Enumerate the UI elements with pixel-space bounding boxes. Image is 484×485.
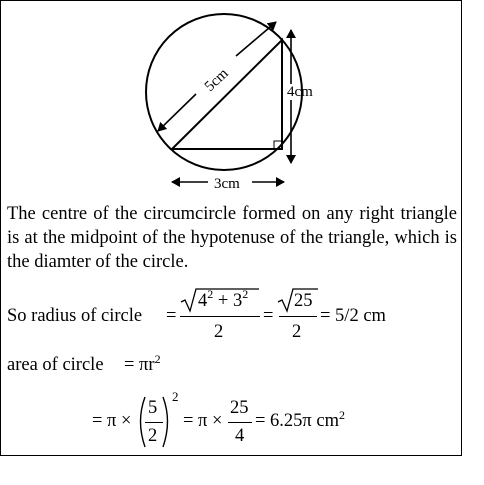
fraction-bar-2 <box>279 316 317 317</box>
area-step1-numerator: 5 <box>148 398 158 418</box>
area-label: area of circle <box>7 355 104 375</box>
area-step1-denominator: 2 <box>148 426 158 446</box>
circumcircle-figure <box>0 0 484 200</box>
radius-numerator-2: 25 <box>294 291 313 311</box>
fraction-bar-4 <box>228 422 252 423</box>
explanation-text: The centre of the circumcircle formed on any right triangle is at the midpoint of the hypotenuse of the triangle, which is the diamter of the circle. <box>7 204 457 272</box>
radius-denominator-2: 2 <box>292 322 302 342</box>
hypotenuse-label: 5cm <box>201 65 232 95</box>
area-formula: = $\pi r^2$ <box>124 352 161 375</box>
radius-denominator-1: 2 <box>214 322 224 342</box>
height-label: 4cm <box>287 84 313 100</box>
area-step1-exponent: 2 <box>172 389 179 404</box>
radius-result: = 5/2 cm <box>320 306 386 326</box>
area-step2-numerator: 25 <box>230 398 249 418</box>
area-step2-prefix: = π × <box>183 411 223 431</box>
circumcircle <box>146 14 302 170</box>
radius-eq-2: = <box>263 306 274 326</box>
area-result: = 6.25π $cm^2$ <box>255 408 345 431</box>
fraction-bar-1 <box>180 316 260 317</box>
radius-label: So radius of circle <box>7 306 143 326</box>
area-step2-denominator: 4 <box>235 426 245 446</box>
hypotenuse-arrow-lower <box>158 94 196 131</box>
fraction-bar-3 <box>145 422 163 423</box>
radius-numerator-1: $4^2 + 3^2$ <box>198 287 249 311</box>
area-step1-prefix: = π × <box>92 411 132 431</box>
radius-eq: = <box>166 306 177 326</box>
base-label: 3cm <box>214 176 240 192</box>
right-triangle <box>172 40 282 149</box>
